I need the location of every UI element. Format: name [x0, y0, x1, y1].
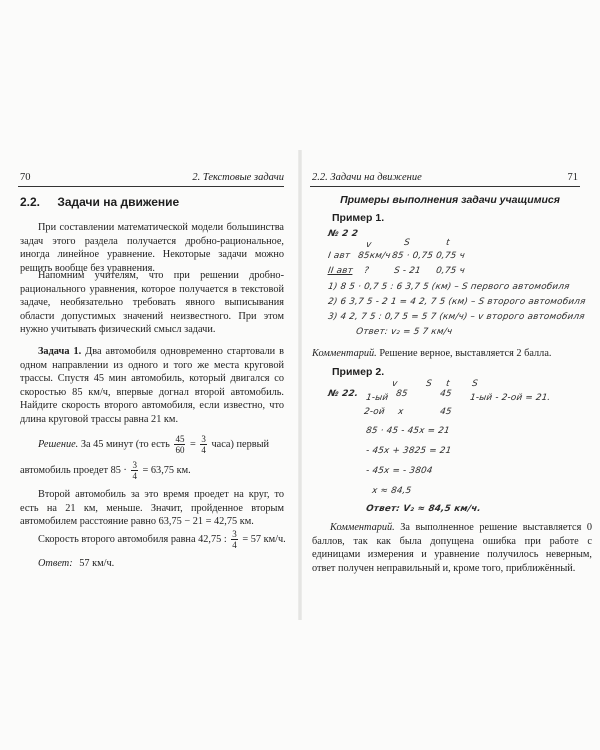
fraction-3-4: $\frac{3}{4}$: [201, 434, 206, 456]
hw2-row2-label: 2-ой: [363, 407, 386, 417]
fraction-3-4: $\frac{3}{4}$: [232, 529, 237, 551]
page-number: 71: [567, 172, 578, 183]
hw-row2-t: 0,75 ч: [435, 266, 466, 276]
example-1-label: Пример 1.: [332, 212, 385, 224]
solution-line-1: [38, 431, 290, 459]
answer-value: 57 км/ч.: [79, 558, 115, 569]
task-paragraph: [20, 345, 284, 427]
hw-step-3: 3) 4 2, 7 5 : 0,7 5 = 5 7 (км/ч) – v второго автомобиля: [327, 312, 586, 322]
solution-label: Решение.: [38, 439, 79, 450]
hw-row2-label: II авт: [327, 266, 354, 276]
task-text: Два автомобиля одновременно стартовали в одном направлении из одного и того же места круговой трассы. Спустя 45 мин автомобиль, который двигался со скоростью 85 км/ч, впервые догнал второй автомобиль. Найдите скорость второго автомобиля, если известно, что длина круговой трассы равна 21 км.: [20, 346, 285, 425]
hw2-equation-3: - 45x = - 3804: [365, 466, 434, 476]
equals-sign: =: [190, 439, 196, 450]
hw-row1-v: 85км/ч: [357, 251, 392, 261]
hw-row2-v: ?: [363, 266, 370, 276]
second-car-paragraph: Второй автомобиль за это время проедет на круг, то есть на 21 км, меньше. Значит, пройденное вторым автомобилем расстояние равно 63,75 − 21 = 42,75 км.: [20, 489, 284, 528]
hw-step-2: 2) 6 3,7 5 - 2 1 = 4 2, 7 5 (км) – S второго автомобиля: [327, 297, 587, 307]
intro-paragraph: При составлении математической модели большинства задач этого раздела получается дробно-рациональное, иногда линейное уравнение. Некоторые задачи можно решить вообще без уравнения.: [20, 222, 284, 274]
running-head: 2.2. Задачи на движение: [312, 172, 422, 183]
comment-1: [312, 347, 592, 361]
examples-title: Примеры выполнения задачи учащимися: [340, 194, 560, 206]
header-rule: [18, 186, 284, 187]
hw2-equation-1: 85 · 45 - 45x = 21: [365, 426, 451, 436]
header-rule: [310, 186, 580, 187]
speed-line: [38, 527, 290, 553]
distance-result: = 63,75 км.: [142, 465, 191, 476]
hw2-condition: 1-ый - 2-ой = 21.: [469, 393, 552, 403]
task-label: Задача 1.: [38, 346, 82, 357]
hw2-answer: Ответ: V₂ ≈ 84,5 км/ч.: [365, 504, 482, 514]
answer-line: [38, 557, 288, 571]
hw2-row2-t: 45: [439, 407, 453, 417]
comment-2-text: За выполненное решение выставляется 0 баллов, так как была допущена ошибка при работе с единицами измерения и уравнение получилось неверным, ответ получен неправильный и, кроме того, приближённый.: [312, 522, 592, 574]
hw2-equation-4: x ≈ 84,5: [371, 486, 413, 496]
solution-line-2: [20, 458, 284, 484]
hw-row1-t: 0,75 ч: [435, 251, 466, 261]
fraction-45-60: $\frac{45}{60}$: [175, 434, 185, 456]
hw2-row1-t: 45: [439, 389, 453, 399]
solution-intro-end: часа) первый: [211, 439, 270, 450]
hw2-row1-v: 85: [395, 389, 409, 399]
hw-header-s: S: [403, 238, 411, 248]
running-head: 2. Текстовые задачи: [192, 172, 284, 183]
distance-first-car: автомобиль проедет 85 ·: [20, 465, 127, 476]
teacher-note-paragraph: Напомним учителям, что при решении дробно-рационального уравнения, которое получается в текстовой задаче, необязательно требовать явного выписывания области допустимых значений неизвестного. При этом нужно учитывать физический смысл задачи.: [20, 270, 284, 336]
hw-header-v: v: [365, 240, 373, 250]
page-number: 70: [20, 172, 31, 183]
hw2-task-number: № 22.: [327, 389, 359, 399]
example-2-label: Пример 2.: [332, 366, 385, 378]
hw2-equation-2: - 45x + 3825 = 21: [365, 446, 452, 456]
comment-2: [312, 521, 592, 575]
comment-label: Комментарий.: [312, 348, 377, 359]
hw2-header-v: v: [391, 379, 399, 389]
speed-result: = 57 км/ч.: [242, 534, 286, 545]
hw2-header-t: t: [445, 379, 451, 389]
section-number: 2.2.: [20, 195, 41, 209]
hw-step-1: 1) 8 5 · 0,7 5 : 6 3,7 5 (км) – S первого автомобиля: [327, 282, 571, 292]
section-heading: [20, 195, 179, 209]
solution-intro: За 45 минут (то есть: [80, 439, 170, 450]
hw-row1-label: I авт: [327, 251, 351, 261]
hw2-row2-v: x: [397, 407, 405, 417]
right-page: [300, 0, 600, 750]
hw-answer: Ответ: v₂ = 5 7 км/ч: [355, 327, 453, 337]
hw-task-number: № 2 2: [327, 229, 359, 239]
comment-label: Комментарий.: [330, 522, 395, 533]
hw2-header-s: S: [425, 379, 433, 389]
hw2-row1-label: 1-ый: [365, 393, 389, 403]
hw2-header-s2: S: [471, 379, 479, 389]
hw-header-t: t: [445, 238, 451, 248]
comment-1-text: Решение верное, выставляется 2 балла.: [379, 348, 552, 359]
answer-label: Ответ:: [38, 558, 73, 569]
fraction-3-4: $\frac{3}{4}$: [132, 460, 137, 482]
section-title: Задачи на движение: [57, 195, 180, 209]
hw-row1-s: 85 · 0,75: [391, 251, 434, 261]
speed-text: Скорость второго автомобиля равна 42,75 :: [38, 534, 227, 545]
hw-row2-s: S - 21: [393, 266, 422, 276]
